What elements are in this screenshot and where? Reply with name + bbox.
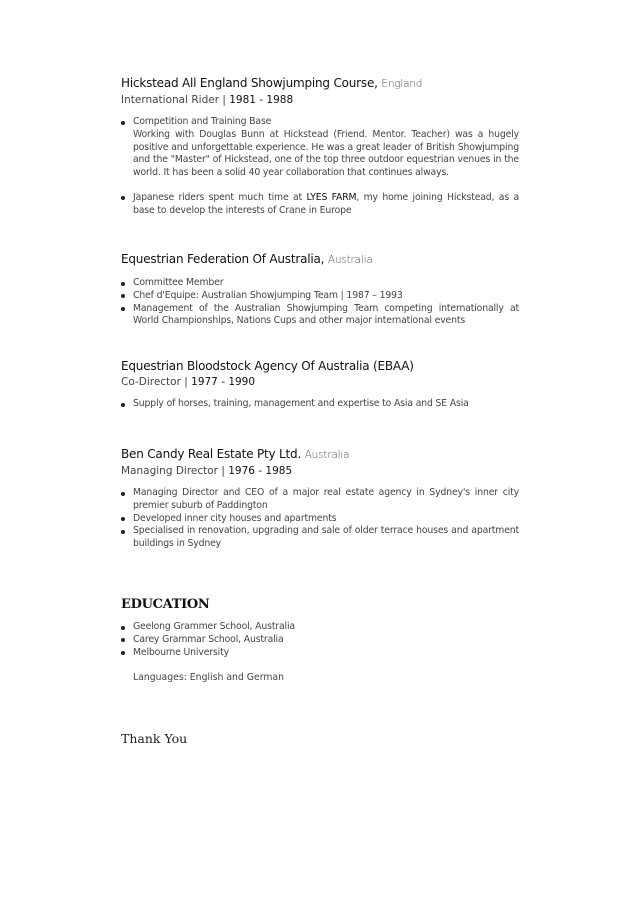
list-item: Geelong Grammer School, Australia [121,621,519,634]
experience-ebaa [121,359,519,411]
role-years: 1977 - 1990 [191,376,256,388]
list-item: Specialised in renovation, upgrading and sale of older terrace houses and apartment buildings in Sydney [121,525,519,551]
org-location: England [381,78,423,90]
list-item: Management of the Australian Showjumping Team competing internationally at World Championships, Nations Cups and other major international events [121,303,519,329]
role-years: 1976 - 1985 [228,465,293,477]
bullet-body: Working with Douglas Bunn at Hickstead (Friend. Mentor. Teacher) was a hugely positive and unforgettable experience. He was a great leader of British Showjumping and the "Master" of Hickstead, one of the top three outdoor equestrian venues in the world. It has been a solid 40 year collaboration that continues always. [133,128,519,179]
role-years: 1981 - 1988 [229,94,294,106]
bullet-list [121,116,519,218]
list-item: Managing Director and CEO of a major real estate agency in Sydney's inner city premier suburb of Paddington [121,487,519,513]
list-item: Supply of horses, training, management and expertise to Asia and SE Asia [121,398,519,411]
experience-efa [121,252,519,328]
bullet-list [121,398,519,411]
bullet-text: , my home joining Hickstead, as a base to develop the interests of Crane in Europe [133,191,520,216]
bullet-list [121,487,519,551]
org-name: Hickstead All England Showjumping Course, [121,76,378,90]
education-section [121,597,519,683]
org-name: Ben Candy Real Estate Pty Ltd. [121,447,302,461]
org-title [121,447,519,463]
role-line [121,464,519,478]
org-title [121,252,519,268]
list-item: Committee Member [121,277,519,290]
list-item: Melbourne University [121,647,519,660]
role-title: International Rider | [121,94,226,106]
list-item: Developed inner city houses and apartments [121,513,519,526]
role-line [121,93,519,107]
role-line [121,375,519,389]
experience-hickstead [121,76,519,218]
list-item: Carey Grammar School, Australia [121,634,519,647]
bullet-text: Japanese riders spent much time at [133,191,303,203]
org-name: Equestrian Bloodstock Agency Of Australia (EBAA) [121,359,414,373]
list-item: Chef d'Equipe: Australian Showjumping Team | 1987 – 1993 [121,290,519,303]
languages: Languages: English and German [133,672,285,684]
org-location: Australia [327,254,373,266]
closing-text: Thank You [121,731,188,746]
role-title: Co-Director | [121,376,188,388]
experience-bencandy [121,447,519,551]
list-item [121,116,519,180]
org-title [121,359,519,374]
list-item [121,192,519,218]
section-heading: EDUCATION [121,597,210,612]
bullet-list [121,277,519,328]
bullet-list [121,621,519,659]
org-title [121,76,519,92]
org-name: Equestrian Federation Of Australia, [121,252,325,266]
role-title: Managing Director | [121,465,225,477]
org-location: Australia [304,449,350,461]
bullet-title: Competition and Training Base [133,116,272,127]
farm-name: LYES FARM [306,191,357,203]
